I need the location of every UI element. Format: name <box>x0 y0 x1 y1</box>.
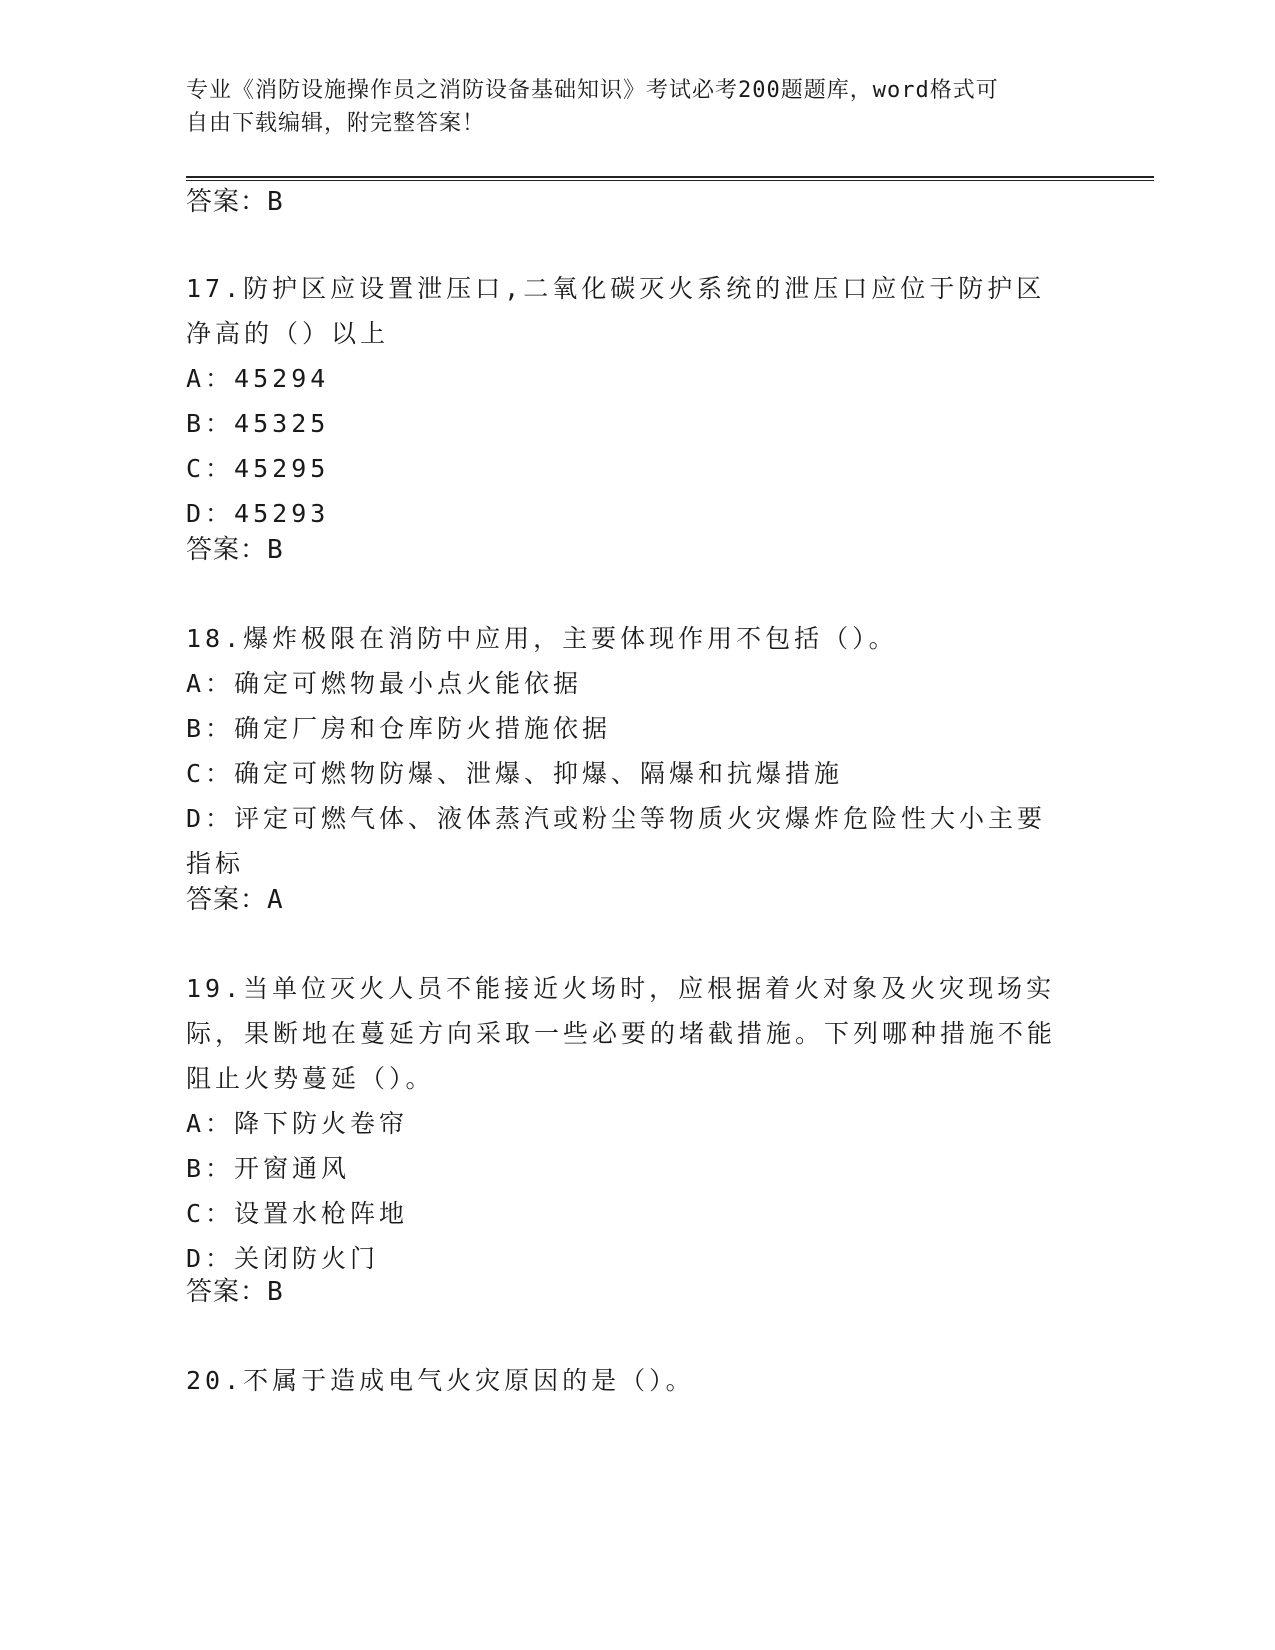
question-18-text: 18.爆炸极限在消防中应用，主要体现作用不包括（）。 <box>186 624 898 653</box>
question-19-option-c: C：设置水枪阵地 <box>186 1199 409 1228</box>
question-17-option-b: B：45325 <box>186 409 330 438</box>
document-header <box>186 74 1066 140</box>
question-17 <box>186 266 1066 536</box>
answer-19: 答案：B <box>186 1277 284 1307</box>
answer-17: 答案：B <box>186 535 284 565</box>
question-18-option-b: B：确定厂房和仓库防火措施依据 <box>186 714 612 743</box>
question-18-option-d: D：评定可燃气体、液体蒸汽或粉尘等物质火灾爆炸危险性大小主要指标 <box>186 804 1047 878</box>
question-17-text: 17.防护区应设置泄压口,二氧化碳灭火系统的泄压口应位于防护区净高的（）以上 <box>186 274 1046 348</box>
question-20 <box>186 1358 1066 1403</box>
question-18-option-a: A：确定可燃物最小点火能依据 <box>186 669 583 698</box>
question-17-option-d: D：45293 <box>186 499 330 528</box>
header-line-2: 自由下载编辑，附完整答案！ <box>186 111 486 136</box>
question-19 <box>186 966 1066 1281</box>
question-19-option-b: B：开窗通风 <box>186 1154 351 1183</box>
question-19-option-d: D：关闭防火门 <box>186 1244 380 1273</box>
question-17-option-c: C：45295 <box>186 454 330 483</box>
question-19-text: 19.当单位灭火人员不能接近火场时，应根据着火对象及火灾现场实际，果断地在蔓延方向采取一些必要的堵截措施。下列哪种措施不能阻止火势蔓延（）。 <box>186 974 1057 1093</box>
question-19-option-a: A：降下防火卷帘 <box>186 1109 409 1138</box>
header-line-1: 专业《消防设施操作员之消防设备基础知识》考试必考200题题库，word格式可 <box>186 78 999 103</box>
question-20-text: 20.不属于造成电气火灾原因的是（）。 <box>186 1366 695 1395</box>
question-17-option-a: A：45294 <box>186 364 330 393</box>
question-18 <box>186 616 1066 886</box>
header-divider <box>186 176 1154 181</box>
question-18-option-c: C：确定可燃物防爆、泄爆、抑爆、隔爆和抗爆措施 <box>186 759 844 788</box>
answer-18: 答案：A <box>186 885 284 915</box>
answer-16: 答案：B <box>186 187 284 217</box>
